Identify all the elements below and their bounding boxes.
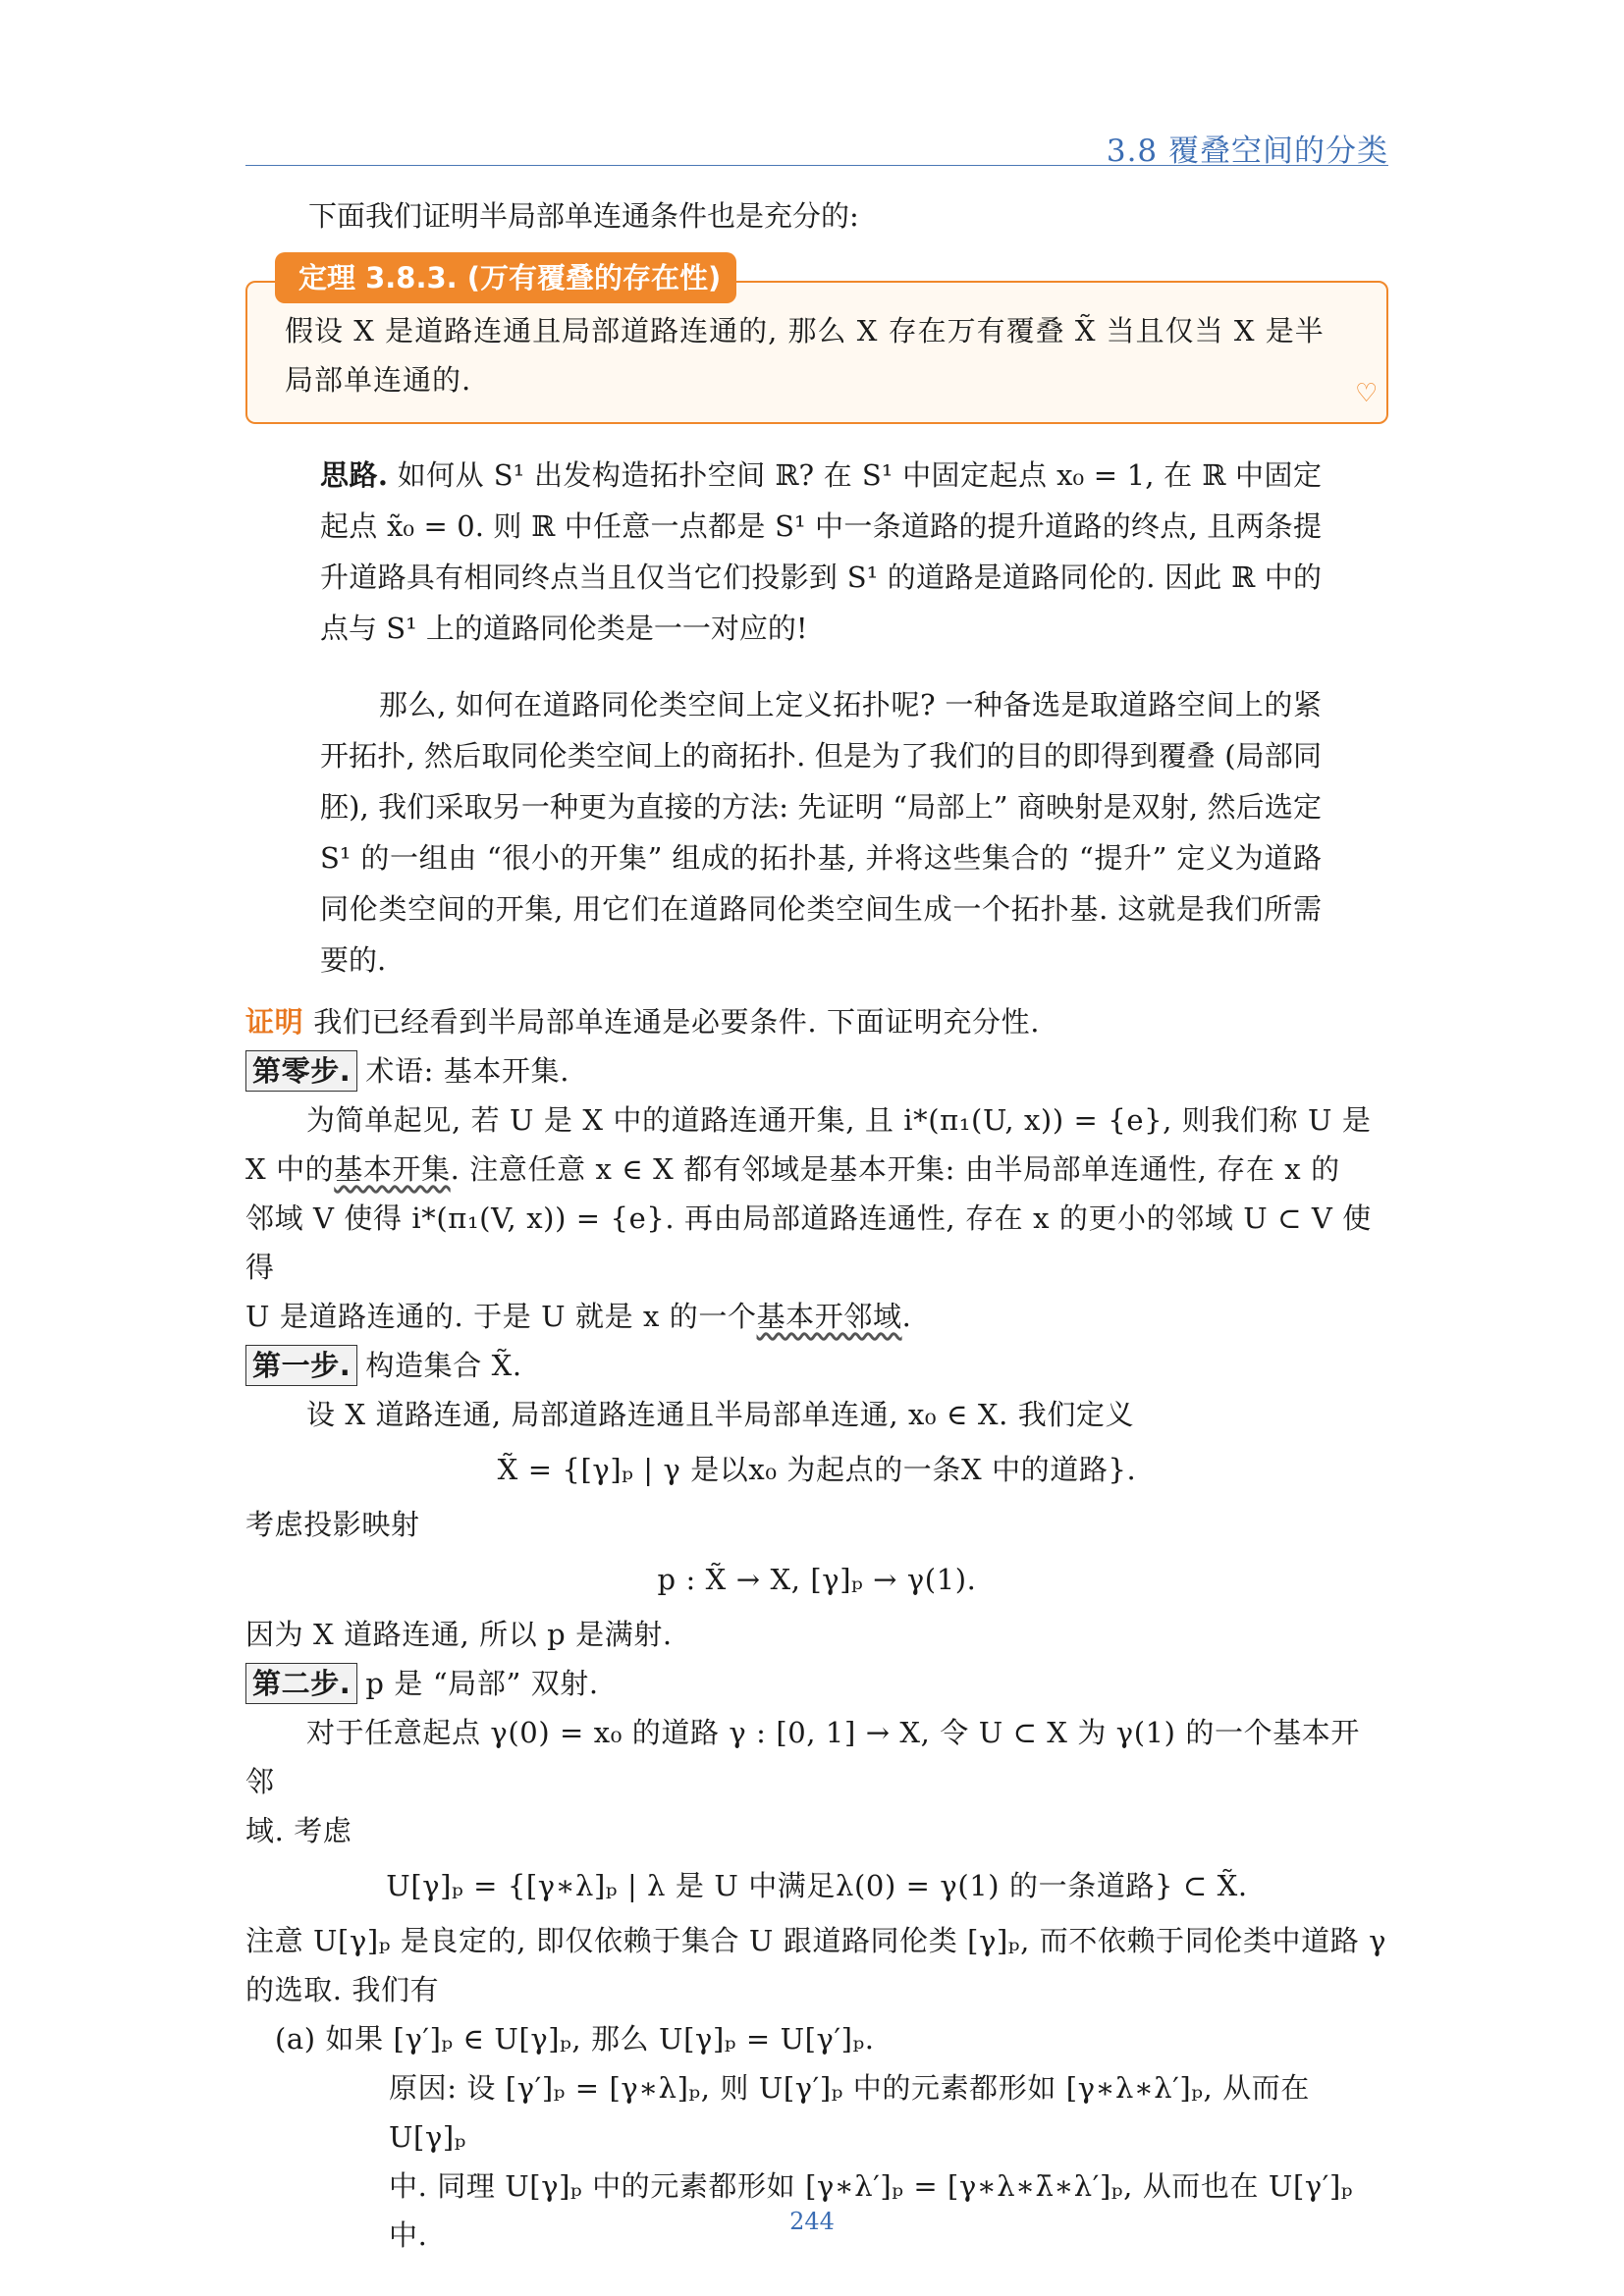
step1-display-2: p : X̃ → X, [γ]ₚ → γ(1).	[657, 1563, 977, 1596]
reason-line-2: 中. 同理 U[γ]ₚ 中的元素都形如 [γ∗λ′]ₚ = [γ∗λ∗λ̄∗λ′]ₚ, 从而也在 U[γ′]ₚ 中.	[389, 2169, 1354, 2252]
step2-label: 第二步.	[245, 1663, 357, 1704]
step2-line-4: 的选取. 我们有	[245, 1973, 440, 2006]
idea-paragraph-2: 那么, 如何在道路同伦类空间上定义拓扑呢? 一种备选是取道路空间上的紧开拓扑, 然后取同伦类空间上的商拓扑. 但是为了我们的目的即得到覆叠 (局部同胚), 我们采取另一种更为直接的方法: 先证明 “局部上” 商映射是双射, 然后选定 S¹ 的一组由 “很小的开集” 组成的拓扑基, 并将这些集合的 “提升” 定义为道路同伦类空间的开集, 用它们在道路同伦类空间生成一个拓扑基. 这就是我们所需要的.	[320, 688, 1322, 977]
step0-title: 术语: 基本开集.	[365, 1054, 570, 1088]
reason-line-1: 原因: 设 [γ′]ₚ = [γ∗λ]ₚ, 则 U[γ′]ₚ 中的元素都形如 [γ∗λ∗λ′]ₚ, 从而在 U[γ]ₚ	[389, 2071, 1310, 2154]
step0-label: 第零步.	[245, 1050, 357, 1092]
proof-label: 证明	[245, 1005, 304, 1039]
running-header	[245, 122, 1388, 169]
step1-line-1: 设 X 道路连通, 局部道路连通且半局部单连通, x₀ ∈ X. 我们定义	[306, 1398, 1135, 1431]
step1-display-1: X̃ = {[γ]ₚ | γ 是以x₀ 为起点的一条X 中的道路}.	[497, 1453, 1137, 1486]
term-basic-open-set: 基本开集	[334, 1152, 451, 1186]
step0-line-4	[245, 1292, 1388, 1341]
step1-label: 第一步.	[245, 1345, 357, 1386]
idea-section	[320, 450, 1322, 1011]
step0-l4b: .	[901, 1300, 912, 1333]
page-number: 244	[789, 2208, 835, 2235]
step1-heading	[245, 1341, 1388, 1390]
section-title: 3.8 覆叠空间的分类	[1106, 133, 1388, 169]
idea-p1-text: 如何从 S¹ 出发构造拓扑空间 ℝ? 在 S¹ 中固定起点 x₀ = 1, 在 ℝ 中固定起点 x̃₀ = 0. 则 ℝ 中任意一点都是 S¹ 中一条道路的提升道路的终点, 且两条提升道路具有相同终点当且仅当它们投影到 S¹ 的道路是道路同伦的. 因此 ℝ 中的点与 S¹ 上的道路同伦类是一一对应的!	[320, 458, 1322, 645]
step0-l2a: X 中的	[245, 1152, 335, 1186]
step0-l4a: U 是道路连通的. 于是 U 就是 x 的一个	[245, 1300, 757, 1333]
proof-section	[245, 997, 1388, 2260]
item-a: (a) 如果 [γ′]ₚ ∈ U[γ]ₚ, 那么 U[γ]ₚ = U[γ′]ₚ.	[275, 2022, 875, 2056]
step0-line-1: 为简单起见, 若 U 是 X 中的道路连通开集, 且 i*(π₁(U, x)) = {e}, 则我们称 U 是	[306, 1103, 1372, 1137]
theorem-line-2: 局部单连通的.	[285, 363, 472, 397]
term-basic-open-neighborhood: 基本开邻域	[756, 1300, 902, 1333]
intro-sentence: 下面我们证明半局部单连通条件也是充分的:	[308, 199, 859, 233]
step1-line-3: 因为 X 道路连通, 所以 p 是满射.	[245, 1618, 673, 1651]
step2-line-2: 域. 考虑	[245, 1814, 352, 1847]
theorem-line-1: 假设 X 是道路连通且局部道路连通的, 那么 X 存在万有覆叠 X̃ 当且仅当 X 是半	[285, 314, 1325, 347]
step2-line-3: 注意 U[γ]ₚ 是良定的, 即仅依赖于集合 U 跟道路同伦类 [γ]ₚ, 而不依赖于同伦类中道路 γ	[245, 1924, 1387, 1957]
step1-line-2: 考虑投影映射	[245, 1508, 420, 1541]
heart-icon: ♡	[1355, 379, 1379, 408]
idea-paragraph-1	[320, 450, 1322, 654]
step2-title: p 是 “局部” 双射.	[365, 1667, 599, 1700]
step2-line-1: 对于任意起点 γ(0) = x₀ 的道路 γ : [0, 1] → X, 令 U ⊂ X 为 γ(1) 的一个基本开邻	[245, 1716, 1361, 1798]
step2-display: U[γ]ₚ = {[γ∗λ]ₚ | λ 是 U 中满足λ(0) = γ(1) 的一条道路} ⊂ X̃.	[386, 1869, 1248, 1902]
step0-heading	[245, 1046, 1388, 1095]
step0-l2b: . 注意任意 x ∈ X 都有邻域是基本开集: 由半局部单连通性, 存在 x 的	[450, 1152, 1340, 1186]
proof-opening	[245, 997, 1388, 1046]
step0-line-3: 邻域 V 使得 i*(π₁(V, x)) = {e}. 再由局部道路连通性, 存在 x 的更小的邻域 U ⊂ V 使得	[245, 1201, 1372, 1284]
step1-title: 构造集合 X̃.	[365, 1349, 522, 1382]
proof-opening-text: 我们已经看到半局部单连通是必要条件. 下面证明充分性.	[313, 1005, 1041, 1039]
theorem-statement	[285, 306, 1355, 404]
step0-line-2	[245, 1145, 1388, 1194]
step2-heading	[245, 1659, 1388, 1708]
theorem-label: 定理 3.8.3. (万有覆叠的存在性)	[275, 252, 736, 303]
idea-lead: 思路.	[320, 458, 389, 492]
